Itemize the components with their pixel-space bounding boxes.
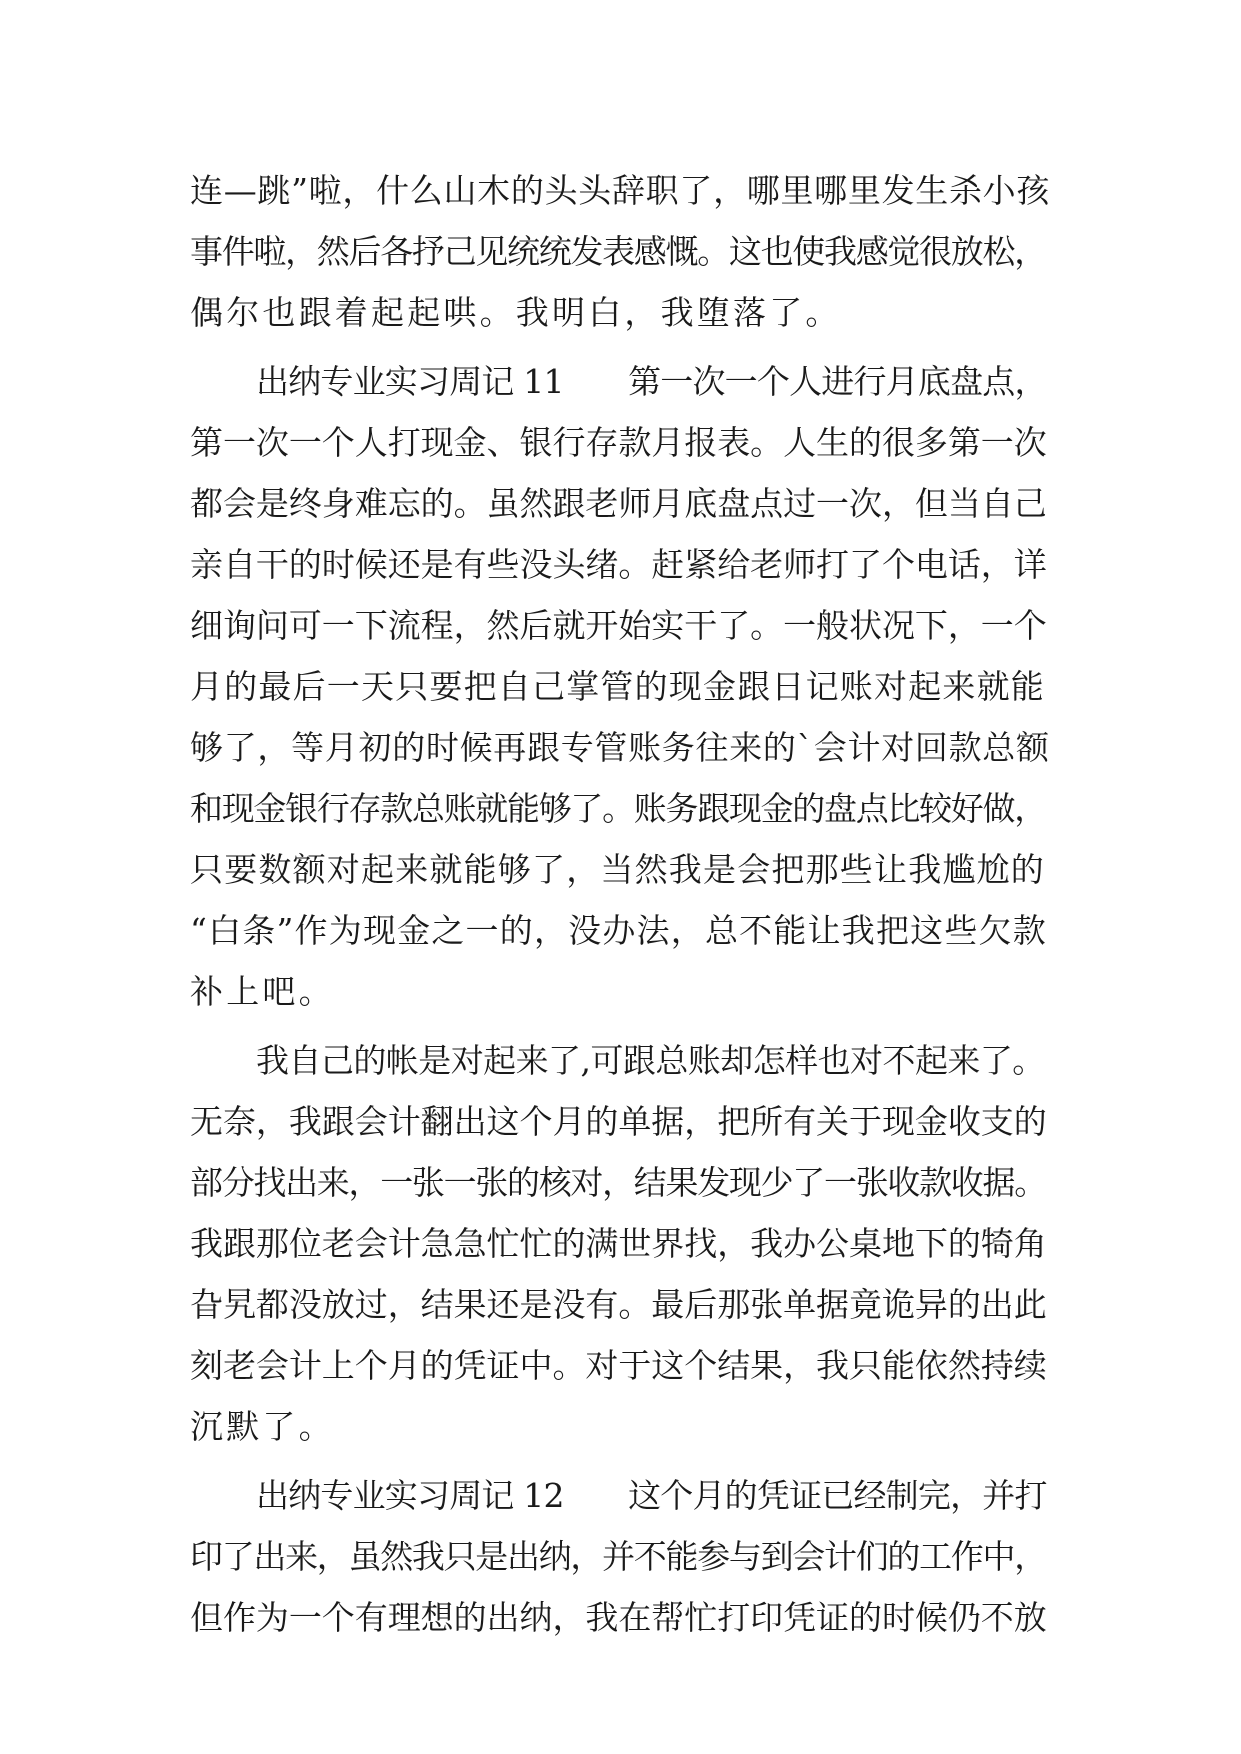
text-line: 沉默了。 bbox=[190, 1407, 335, 1446]
text-line: 事件啦，然后各抒己见统统发表感慨。这也使我感觉很放松， bbox=[190, 232, 1046, 271]
text-line: 我跟那位老会计急急忙忙的满世界找，我办公桌地下的犄角 bbox=[190, 1224, 1047, 1263]
text-line: 但作为一个有理想的出纳，我在帮忙打印凭证的时候仍不放 bbox=[190, 1598, 1047, 1637]
text-line: 够了，等月初的时候再跟专管账务往来的`会计对回款总额 bbox=[190, 728, 1050, 767]
text-line: 连—跳”啦，什么山木的头头辞职了，哪里哪里发生杀小孩 bbox=[190, 171, 1051, 210]
text-line: 部分找出来，一张一张的核对，结果发现少了一张收款收据。 bbox=[190, 1163, 1046, 1202]
text-line: 印了出来，虽然我只是出纳，并不能参与到会计们的工作中， bbox=[190, 1537, 1046, 1576]
text-line: 亲自干的时候还是有些没头绪。赶紧给老师打了个电话，详 bbox=[190, 545, 1047, 584]
paragraph-journal-12 bbox=[190, 1465, 1050, 1648]
text-line: 只要数额对起来就能够了，当然我是会把那些让我尴尬的 bbox=[190, 850, 1045, 889]
paragraph-journal-11 bbox=[190, 351, 1050, 1022]
text-line: 出纳专业实习周记 11 第一次一个人进行月底盘点， bbox=[256, 362, 1047, 401]
text-line: 我自己的帐是对起来了,可跟总账却怎样也对不起来了。 bbox=[256, 1041, 1045, 1080]
text-line: 出纳专业实习周记 12 这个月的凭证已经制完，并打 bbox=[256, 1476, 1047, 1515]
text-line: “白条”作为现金之一的，没办法，总不能让我把这些欠款 bbox=[190, 911, 1047, 950]
text-line: 和现金银行存款总账就能够了。账务跟现金的盘点比较好做， bbox=[190, 789, 1046, 828]
text-line: 旮旯都没放过，结果还是没有。最后那张单据竟诡异的出此 bbox=[190, 1285, 1047, 1324]
text-line: 补上吧。 bbox=[190, 972, 335, 1011]
text-line: 第一次一个人打现金、银行存款月报表。人生的很多第一次 bbox=[190, 423, 1047, 462]
paragraph bbox=[190, 160, 1050, 343]
text-line: 细询问可一下流程，然后就开始实干了。一般状况下，一个 bbox=[190, 606, 1047, 645]
text-line: 刻老会计上个月的凭证中。对于这个结果，我只能依然持续 bbox=[190, 1346, 1047, 1385]
text-line: 都会是终身难忘的。虽然跟老师月底盘点过一次，但当自己 bbox=[190, 484, 1047, 523]
document-body bbox=[190, 160, 1050, 1656]
text-line: 偶尔也跟着起起哄。我明白，我堕落了。 bbox=[190, 293, 842, 332]
text-line: 月的最后一天只要把自己掌管的现金跟日记账对起来就能 bbox=[190, 667, 1045, 706]
text-line: 无奈，我跟会计翻出这个月的单据，把所有关于现金收支的 bbox=[190, 1102, 1047, 1141]
paragraph bbox=[190, 1030, 1050, 1457]
